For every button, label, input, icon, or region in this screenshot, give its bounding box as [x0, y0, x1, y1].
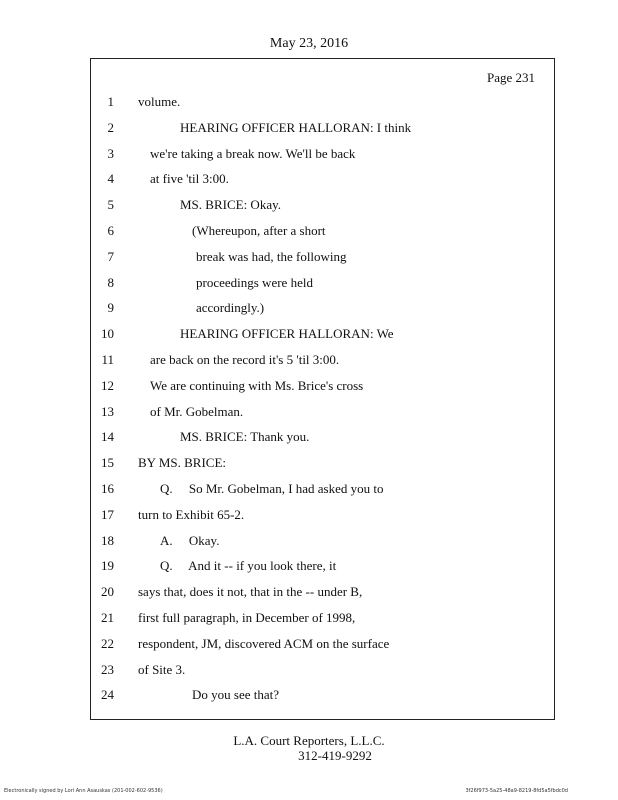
- page-number: Page 231: [486, 70, 535, 85]
- line-number: 21: [101, 609, 114, 625]
- line-number: 10: [101, 326, 114, 342]
- electronic-signature: Electronically signed by Lori Ann Asauskas (201-002-602-9536): [4, 788, 163, 794]
- line-text: respondent, JM, discovered ACM on the surface: [138, 635, 390, 651]
- line-text: BY MS. BRICE:: [138, 455, 227, 471]
- transcript-line: [0, 89, 618, 115]
- footer-phone: 312-419-9292: [298, 748, 372, 763]
- line-number: 5: [107, 197, 114, 213]
- line-number: 18: [101, 532, 114, 548]
- line-text: Q. And it -- if you look there, it: [160, 558, 337, 574]
- line-text: MS. BRICE: Thank you.: [180, 429, 310, 445]
- transcript-line: [0, 218, 618, 244]
- line-text: volume.: [138, 94, 181, 109]
- transcript-line: [0, 528, 618, 554]
- line-text: proceedings were held: [196, 274, 313, 290]
- line-text: first full paragraph, in December of 1998,: [138, 609, 356, 625]
- line-number: 17: [101, 506, 114, 522]
- transcript-body: [0, 89, 618, 708]
- line-number: 7: [107, 248, 114, 264]
- header-date: May 23, 2016: [269, 36, 349, 51]
- line-text: (Whereupon, after a short: [192, 222, 326, 238]
- transcript-line: [0, 605, 618, 631]
- transcript-line: [0, 321, 618, 347]
- line-number: 12: [101, 377, 114, 393]
- transcript-line: [0, 244, 618, 270]
- transcript-line: [0, 141, 618, 167]
- transcript-line: [0, 399, 618, 425]
- line-number: 24: [101, 687, 114, 703]
- line-text: Do you see that?: [192, 687, 280, 703]
- line-number: 9: [107, 300, 114, 316]
- footer: [0, 733, 618, 763]
- transcript-line: [0, 115, 618, 141]
- transcript-line: [0, 192, 618, 218]
- transcript-line: [0, 553, 618, 579]
- transcript-line: [0, 502, 618, 528]
- document-hash: 3f26f973-5a25-48a9-8219-8fd5a5fbdc0d: [465, 788, 568, 794]
- footer-company: L.A. Court Reporters, L.L.C.: [233, 733, 385, 748]
- line-text: says that, does it not, that in the -- under B,: [138, 584, 363, 600]
- transcript-line: [0, 373, 618, 399]
- line-number: 11: [101, 351, 114, 367]
- transcript-line: [0, 424, 618, 450]
- line-number: 6: [107, 222, 114, 238]
- line-text: HEARING OFFICER HALLORAN: We: [180, 326, 394, 342]
- line-text: accordingly.): [196, 300, 265, 316]
- transcript-line: [0, 450, 618, 476]
- line-text: we're taking a break now. We'll be back: [150, 145, 356, 161]
- transcript-line: [0, 476, 618, 502]
- transcript-line: [0, 270, 618, 296]
- line-text: We are continuing with Ms. Brice's cross: [150, 377, 364, 393]
- line-text: MS. BRICE: Okay.: [180, 197, 281, 213]
- line-text: A. Okay.: [160, 532, 220, 548]
- line-number: 2: [107, 119, 114, 135]
- line-text: turn to Exhibit 65-2.: [138, 506, 245, 522]
- line-number: 13: [101, 403, 114, 419]
- line-number: 14: [101, 429, 114, 445]
- transcript-line: [0, 579, 618, 605]
- line-number: 16: [101, 480, 114, 496]
- line-number: 3: [107, 145, 114, 161]
- line-number: 23: [101, 661, 114, 677]
- line-number: 15: [101, 455, 114, 471]
- line-text: break was had, the following: [196, 248, 347, 264]
- line-number: 22: [101, 635, 114, 651]
- line-text: at five 'til 3:00.: [150, 171, 229, 187]
- line-text: are back on the record it's 5 'til 3:00.: [150, 351, 340, 367]
- line-number: 19: [101, 558, 114, 574]
- line-text: of Site 3.: [138, 661, 186, 677]
- transcript-line: [0, 347, 618, 373]
- line-number: 1: [107, 94, 114, 109]
- line-number: 20: [101, 584, 114, 600]
- line-number: 8: [107, 274, 114, 290]
- line-text: of Mr. Gobelman.: [150, 403, 244, 419]
- transcript-line: [0, 166, 618, 192]
- transcript-line: [0, 657, 618, 683]
- line-number: 4: [107, 171, 114, 187]
- line-text: Q. So Mr. Gobelman, I had asked you to: [160, 480, 384, 496]
- line-text: HEARING OFFICER HALLORAN: I think: [180, 119, 412, 135]
- transcript-line: [0, 631, 618, 657]
- transcript-line: [0, 295, 618, 321]
- transcript-line: [0, 682, 618, 708]
